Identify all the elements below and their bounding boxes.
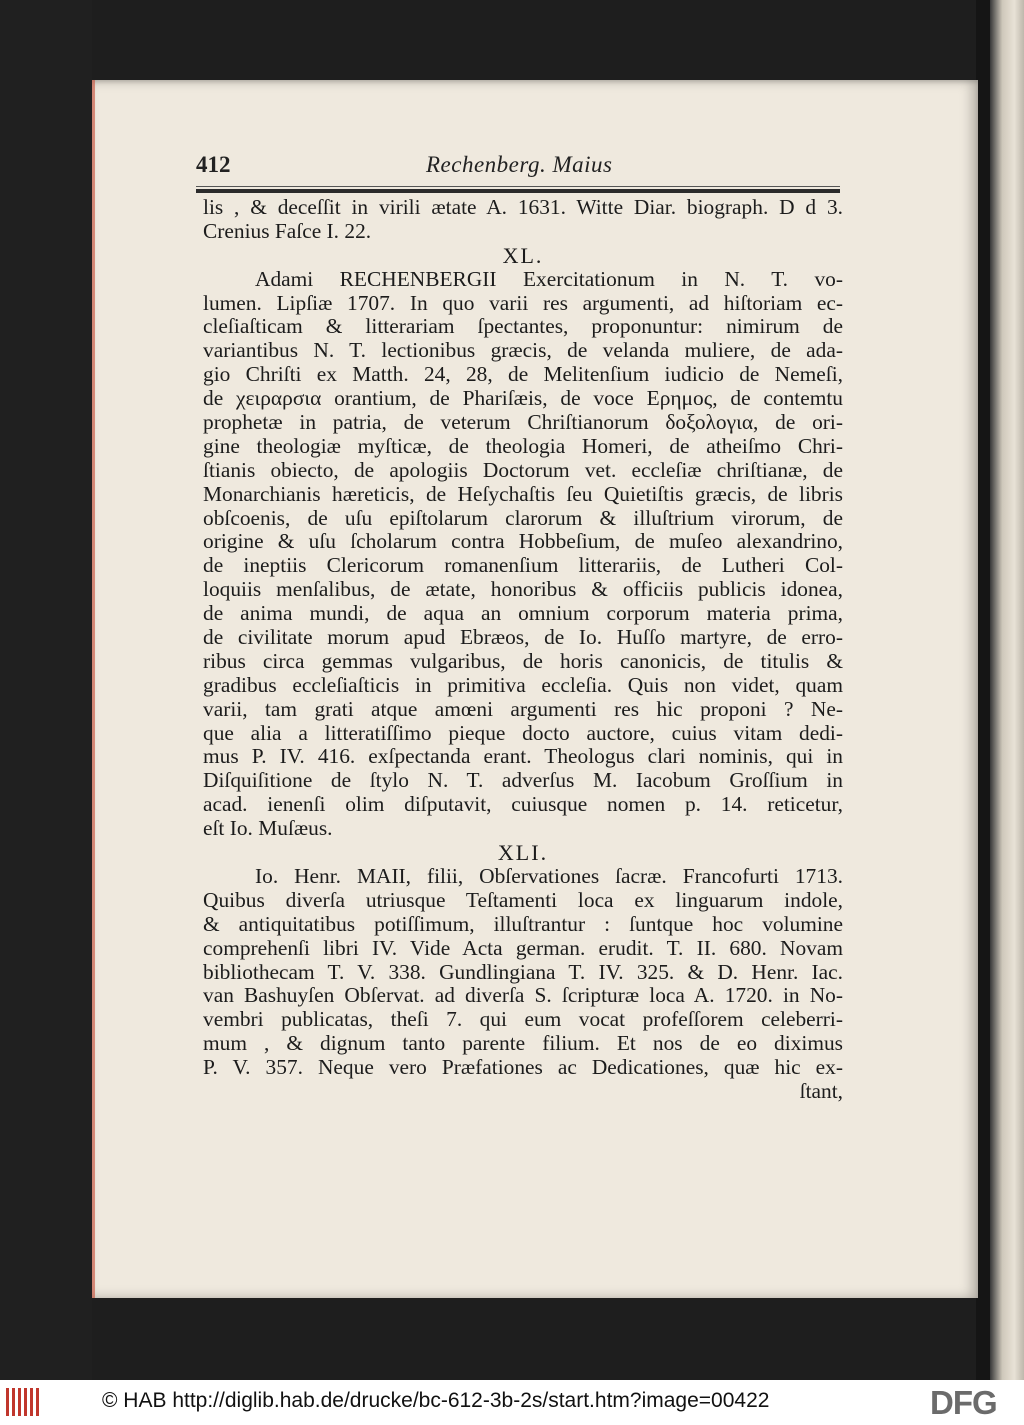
- section-heading: XL.: [502, 242, 544, 268]
- footer-bar: [0, 1380, 1024, 1425]
- text-line: mum , & dignum tanto parente filium. Et nos de eo diximus: [203, 1031, 843, 1056]
- text-line: comprehenſi libri IV. Vide Acta german. erudit. T. II. 680. Novam: [203, 935, 843, 960]
- text-line: eſt Io. Muſæus.: [203, 816, 333, 841]
- header-rule-thin: [196, 186, 840, 187]
- text-line: gio Chriſti ex Matth. 24, 28, de Melitenſium iudicio de Nemeſi,: [203, 362, 843, 387]
- text-line: Monarchianis hæreticis, de Heſychaſtis ſeu Quietiſtis græcis, de libris: [203, 481, 843, 506]
- text-line: gradibus eccleſiaſticis in primitiva eccleſia. Quis non videt, quam: [203, 672, 843, 697]
- section-heading: XLI.: [497, 840, 549, 866]
- text-line: cleſiaſticam & litterariam ſpectantes, proponuntur: nimirum de: [203, 314, 843, 339]
- text-line: prophetæ in patria, de veterum Chriſtianorum δοξολογια, de ori-: [203, 410, 843, 435]
- text-line: Adami RECHENBERGII Exercitationum in N. T. vo-: [255, 266, 843, 291]
- text-line: Io. Henr. MAII, filii, Obſervationes ſacræ. Francofurti 1713.: [255, 863, 843, 888]
- text-line: obſcoenis, de uſu epiſtolarum clarorum & illuſtrium virorum, de: [203, 505, 843, 530]
- text-line: origine & uſu ſcholarum contra Hobbeſium, de muſeo alexandrino,: [203, 529, 843, 554]
- dfg-logo: DFG: [930, 1384, 997, 1421]
- text-line: van Bashuyſen Obſervat. ad diverſa S. ſcripturæ loca A. 1720. in No-: [203, 983, 843, 1008]
- hab-logo-icon: [6, 1388, 40, 1416]
- text-line: variantibus N. T. lectionibus græcis, de velanda muliere, de ada-: [203, 338, 843, 363]
- text-line: ribus circa gemmas vulgaribus, de horis canonicis, de titulis &: [203, 648, 843, 673]
- running-head: Rechenberg. Maius: [426, 152, 613, 177]
- scan-background-left: [0, 0, 92, 1380]
- text-line: vembri publicatas, theſi 7. qui eum vocat profeſſorem celeberri-: [203, 1007, 843, 1032]
- text-line: bibliothecam T. V. 338. Gundlingiana T. IV. 325. & D. Henr. Iac.: [203, 959, 843, 984]
- text-line: ſtant,: [799, 1078, 843, 1103]
- header-rule: [196, 189, 840, 193]
- book-gutter: [976, 0, 990, 1380]
- text-line: Diſquiſitione de ſtylo N. T. adverſus M. Iacobum Groſſium in: [203, 768, 843, 793]
- text-line: P. V. 357. Neque vero Præfationes ac Dedicationes, quæ hic ex-: [203, 1055, 843, 1080]
- text-line: varii, tam grati atque amœni argumenti res hic proponi ? Ne-: [203, 696, 843, 721]
- source-url[interactable]: © HAB http://diglib.hab.de/drucke/bc-612-3b-2s/start.htm?image=00422: [102, 1389, 770, 1412]
- page-edge-stain: [92, 80, 95, 1298]
- text-line: gine theologiæ myſticæ, de theologia Homeri, de atheiſmo Chri-: [203, 433, 843, 458]
- text-line: loquiis menſalibus, de ætate, honoribus & officiis publicis idonea,: [203, 577, 843, 602]
- text-line: Quibus diverſa utriusque Teſtamenti loca ex linguarum indole,: [203, 887, 843, 912]
- text-line: de anima mundi, de aqua an omnium corporum materia prima,: [203, 601, 843, 626]
- text-line: lis , & deceſſit in virili ætate A. 1631. Witte Diar. biograph. D d 3.: [203, 195, 843, 219]
- text-line: lumen. Lipſiæ 1707. In quo varii res argumenti, ad hiſtoriam ec-: [203, 290, 843, 315]
- page-header: [196, 152, 846, 186]
- text-line: acad. ienenſi olim diſputavit, cuiusque nomen p. 14. reticetur,: [203, 792, 843, 817]
- text-line: de ineptiis Clericorum romanenſium litterariis, de Lutheri Col-: [203, 553, 843, 578]
- text-line: que alia a litteratiſſimo pieque docto auctore, cuius vitam dedi-: [203, 720, 843, 745]
- text-line: de civilitate morum apud Ebræos, de Io. Huſſo martyre, de erro-: [203, 625, 843, 650]
- text-line: ſtianis obiecto, de apologiis Doctorum vet. eccleſiæ chriſtianæ, de: [203, 457, 843, 482]
- text-line: Crenius Faſce I. 22.: [203, 218, 372, 243]
- page-number: 412: [196, 152, 231, 177]
- text-line: & antiquitatibus potiſſimum, illuſtrantur : ſuntque hoc volumine: [203, 911, 843, 936]
- text-line: de χειραρσια orantium, de Phariſæis, de voce Ερημος, de contemtu: [203, 386, 843, 411]
- text-line: mus P. IV. 416. exſpectanda erant. Theologus clari nominis, qui in: [203, 744, 843, 769]
- body-text: [203, 196, 843, 1104]
